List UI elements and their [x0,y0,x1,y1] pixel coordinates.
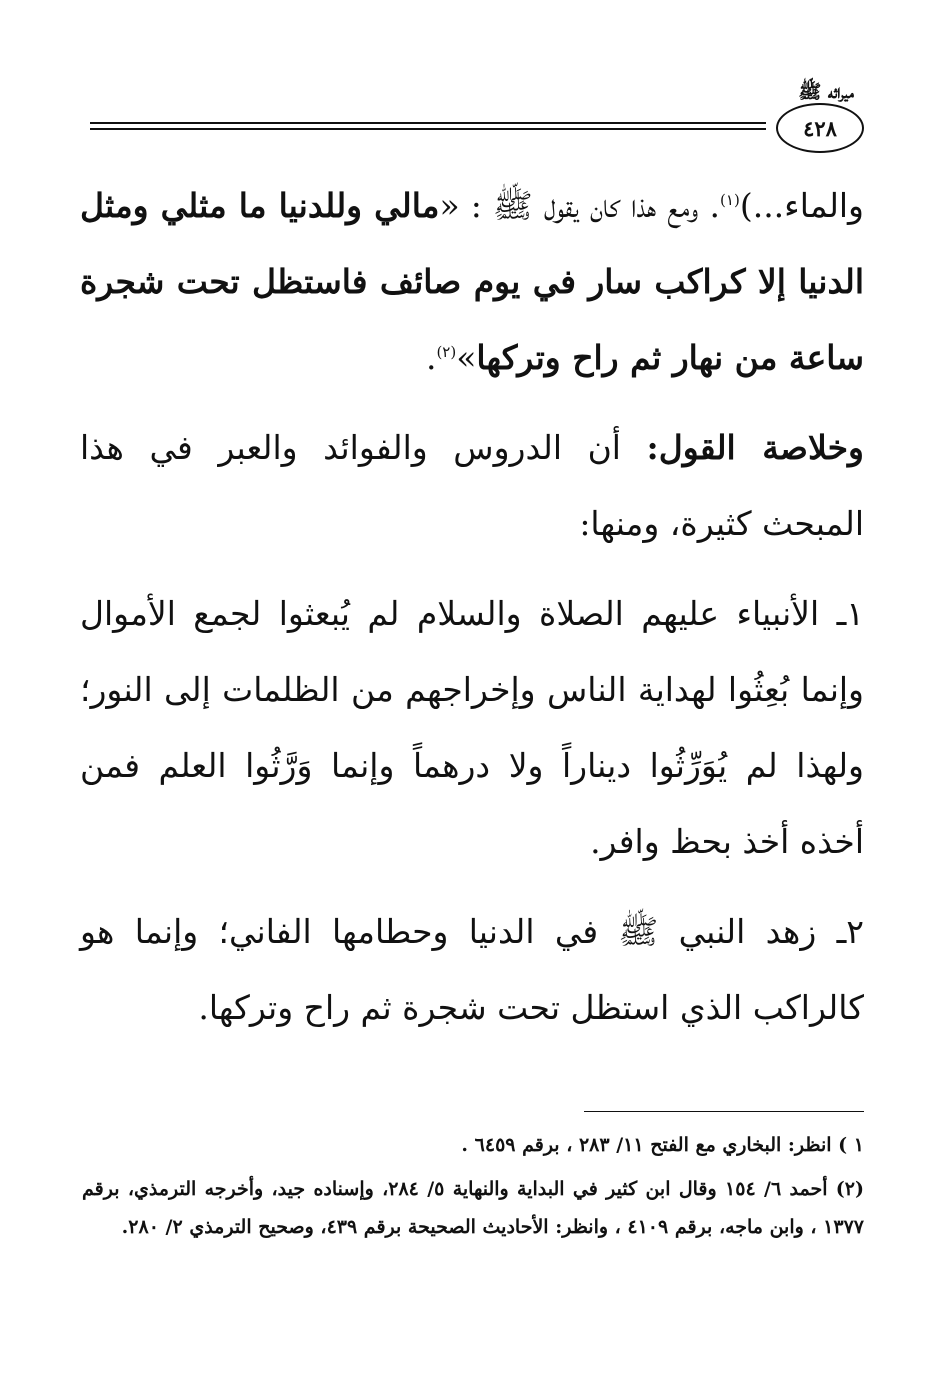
footnote-separator [584,1111,864,1112]
summary-text: أن الدروس والفوائد والعبر في هذا المبحث كثيرة، ومنها: [80,428,864,543]
paragraph-hadith [80,168,864,396]
header-rule-top [90,122,766,124]
footnote-1: ١ ) انظر: البخاري مع الفتح ١١/ ٢٨٣ ، برقم ٦٤٥٩ . [461,1134,864,1156]
hadith-quote: مالي وللدنيا ما مثلي ومثل الدنيا إلا كراكب سار في يوم صائف فاستظل تحت شجرة ساعة من نهار ثم راح وتركها [80,186,864,377]
paragraph-hadith-intro: والماء...) [739,186,864,225]
footnotes [82,1126,864,1246]
paragraph-hadith-end: . [425,338,437,377]
header-rule-bottom [90,128,766,130]
quote-close: » [456,338,477,377]
running-title: ميراثه ﷺ [798,81,854,103]
lesson-item-1: ١ـ الأنبياء عليهم الصلاة والسلام لم يُبعثوا لجمع الأموال وإنما بُعِثُوا لهداية الناس وإخراجهم من الظلمات إلى النور؛ ولهذا لم يُوَرِّثُوا ديناراً ولا درهماً وإنما وَرَّثُوا العلم فمن أخذه أخذ بحظ وافر. [80,594,864,861]
page-number-oval [776,103,864,153]
paragraph-summary [80,410,864,562]
summary-lead: وخلاصة القول: [646,428,864,467]
footnote-ref-2: (٢) [436,343,457,361]
footnote-2: (٢) أحمد ٦/ ١٥٤ وقال ابن كثير في البداية والنهاية ٥/ ٢٨٤، وإسناده جيد، وأخرجه الترمذي، برقم ١٣٧٧ ، وابن ماجه، برقم ٤١٠٩ ، وانظر: الأحاديث الصحيحة برقم ٤٣٩، وصحيح الترمذي ٢/ ٢٨٠. [82,1178,865,1238]
footnote-ref-1: (١) [720,191,740,209]
lesson-item-2: ٢ـ زهد النبي ﷺ في الدنيا وحطامها الفاني؛ وإنما هو كالراكب الذي استظل تحت شجرة ثم راح وتركها. [80,912,864,1027]
main-text [80,168,864,1046]
paragraph-hadith-lead: . ومع هذا كان يقول ﷺ : « [439,186,721,225]
page-number: ٤٢٨ [803,115,837,141]
